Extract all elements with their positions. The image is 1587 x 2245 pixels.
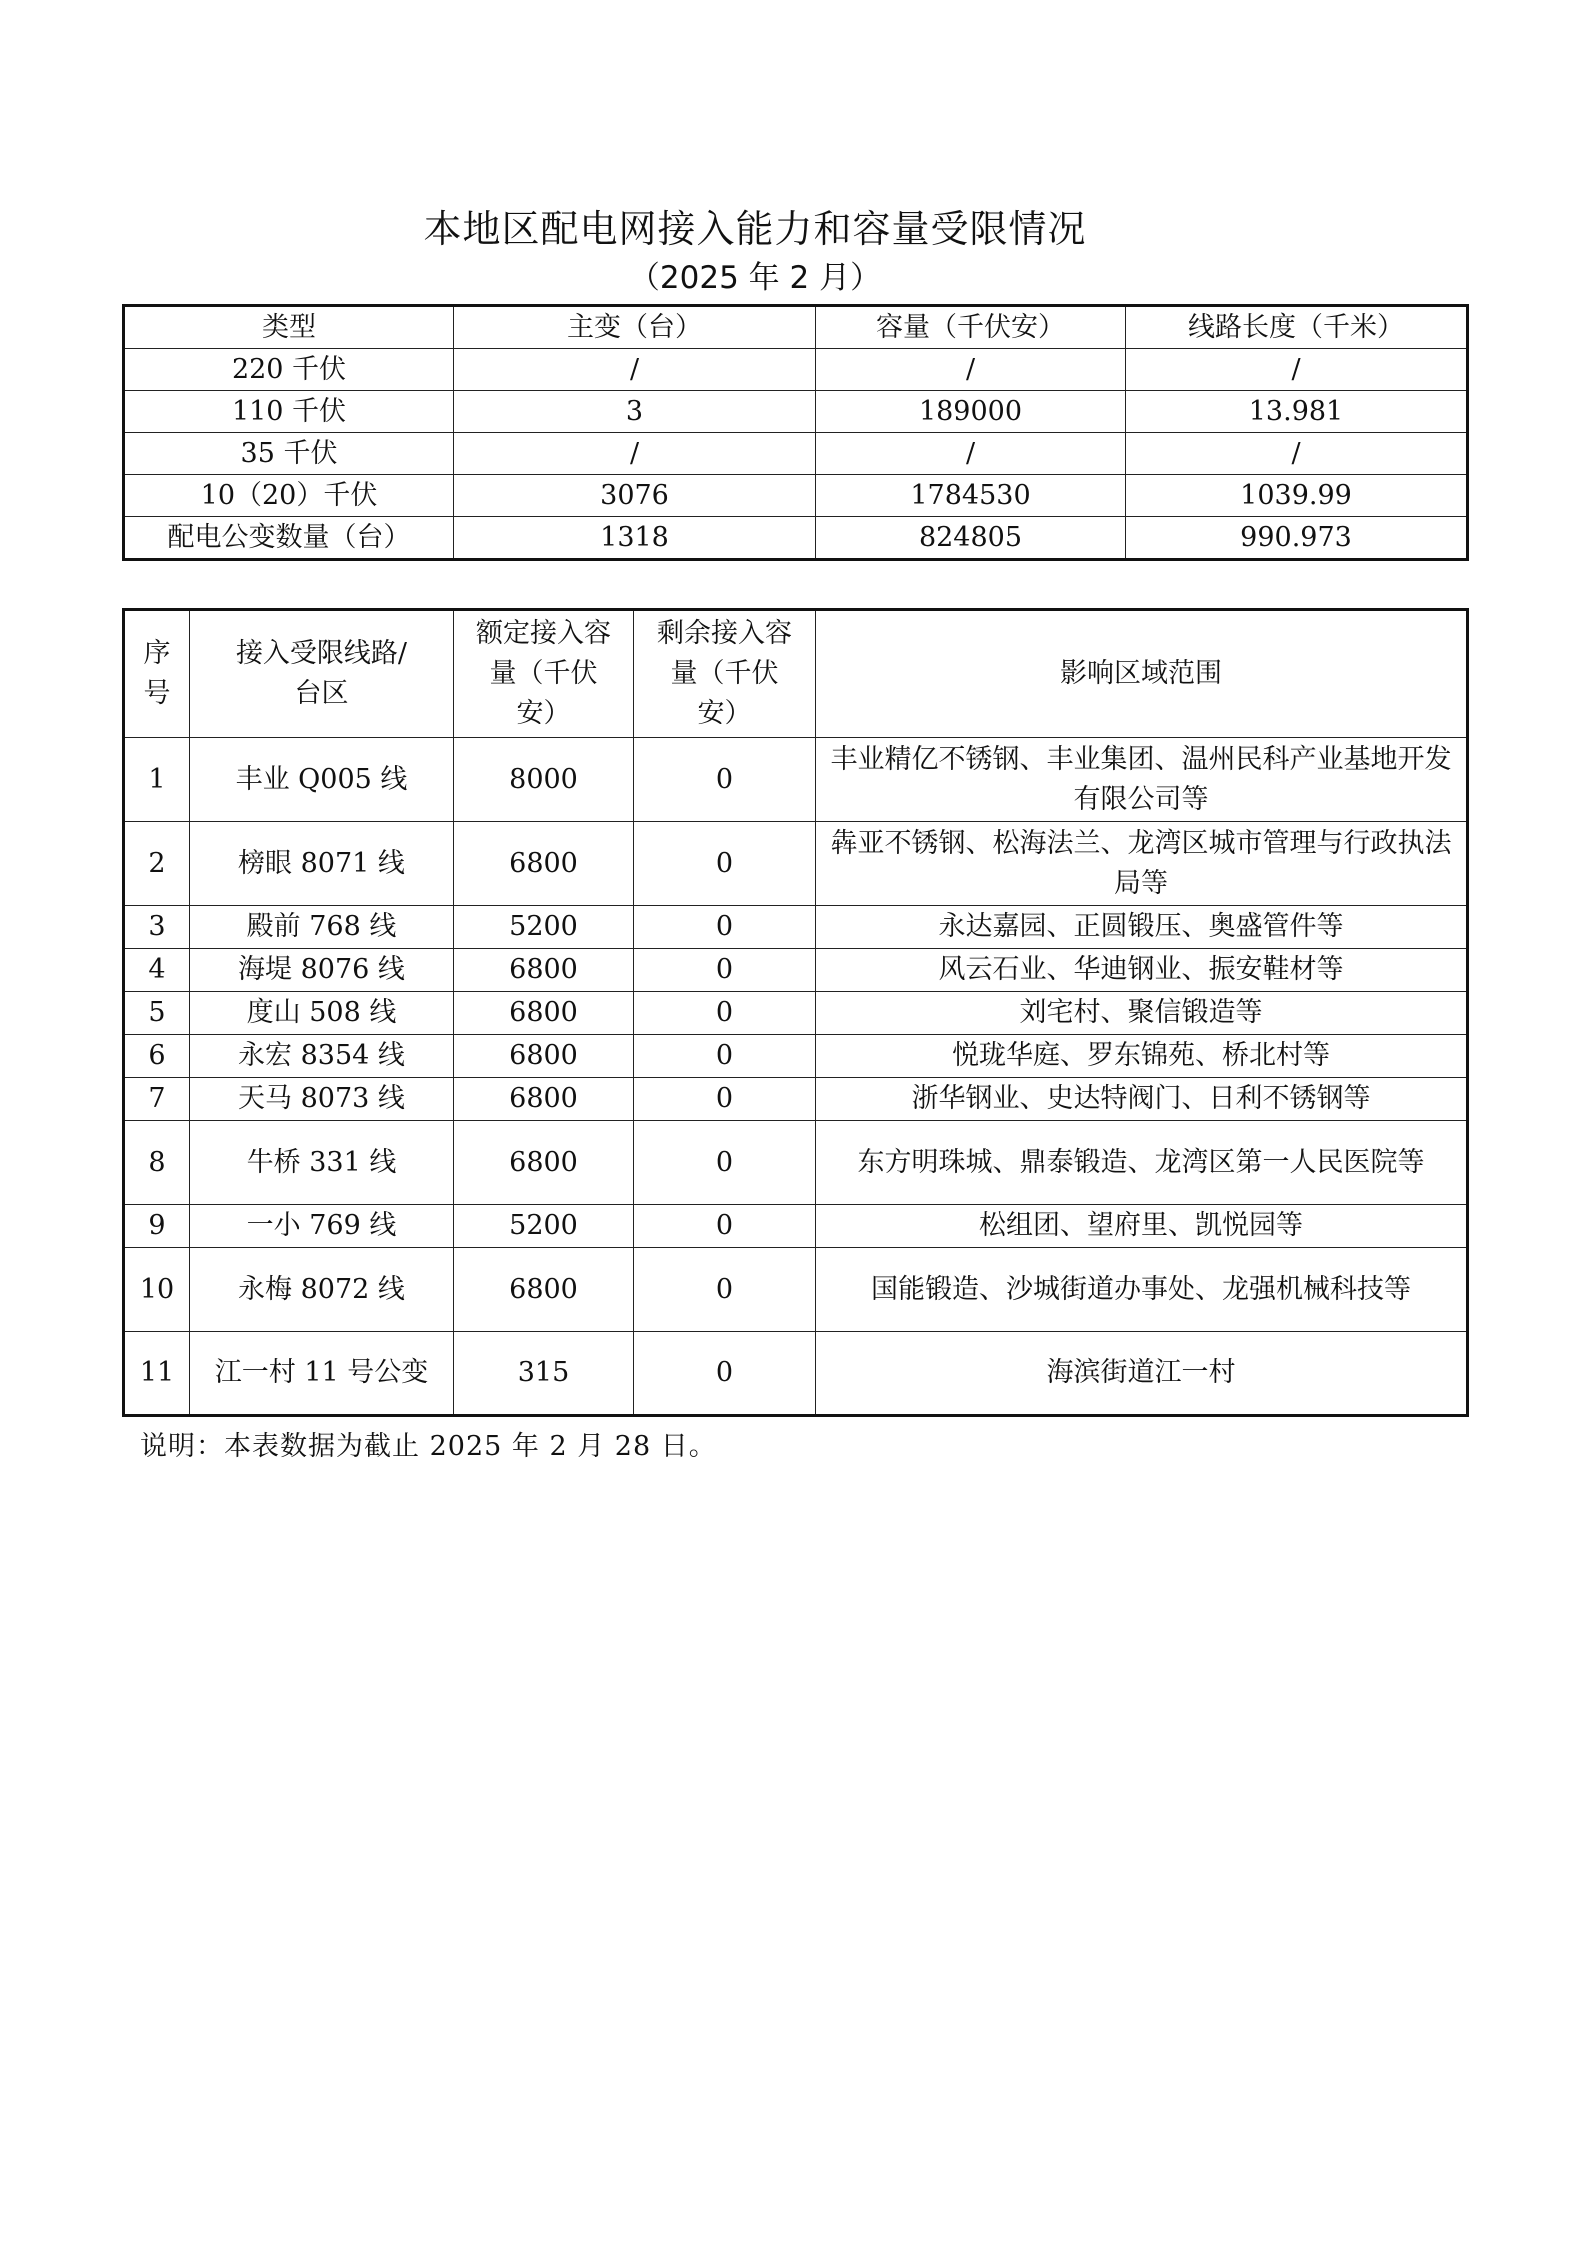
table-cell: 0 xyxy=(634,1248,816,1332)
table-cell: 110 千伏 xyxy=(124,391,454,433)
table-cell: 6800 xyxy=(454,822,634,906)
table-cell: 刘宅村、聚信锻造等 xyxy=(816,992,1468,1035)
table-header-row xyxy=(124,306,1468,349)
table-cell: 8000 xyxy=(454,738,634,822)
table-row xyxy=(124,349,1468,391)
table-cell: 13.981 xyxy=(1126,391,1468,433)
table-cell: 35 千伏 xyxy=(124,433,454,475)
table-cell: 3076 xyxy=(454,475,816,517)
header-cell: 序号 xyxy=(124,610,190,738)
table-row xyxy=(124,1332,1468,1416)
table-cell: 度山 508 线 xyxy=(190,992,454,1035)
table-cell: / xyxy=(454,349,816,391)
table-row xyxy=(124,906,1468,949)
table-cell: 11 xyxy=(124,1332,190,1416)
limited-lines-table xyxy=(122,608,1469,1417)
header-cell: 容量（千伏安） xyxy=(816,306,1126,349)
table-cell: 10（20）千伏 xyxy=(124,475,454,517)
table-cell: 7 xyxy=(124,1078,190,1121)
table-cell: 国能锻造、沙城街道办事处、龙强机械科技等 xyxy=(816,1248,1468,1332)
page-title: 本地区配电网接入能力和容量受限情况 xyxy=(423,207,1087,251)
table-note: 说明：本表数据为截止 2025 年 2 月 28 日。 xyxy=(140,1431,717,1462)
header-cell: 类型 xyxy=(124,306,454,349)
table-cell: 江一村 11 号公变 xyxy=(190,1332,454,1416)
table-row xyxy=(124,391,1468,433)
table-cell: 丰业 Q005 线 xyxy=(190,738,454,822)
table-cell: 1318 xyxy=(454,517,816,560)
table-row xyxy=(124,822,1468,906)
table-cell: 风云石业、华迪钢业、振安鞋材等 xyxy=(816,949,1468,992)
table-cell: 4 xyxy=(124,949,190,992)
table-cell: 永宏 8354 线 xyxy=(190,1035,454,1078)
table-row xyxy=(124,433,1468,475)
table-cell: 永达嘉园、正圆锻压、奥盛管件等 xyxy=(816,906,1468,949)
table-row xyxy=(124,1121,1468,1205)
table-cell: 0 xyxy=(634,1332,816,1416)
table-cell: 悦珑华庭、罗东锦苑、桥北村等 xyxy=(816,1035,1468,1078)
table-cell: 丰业精亿不锈钢、丰业集团、温州民科产业基地开发有限公司等 xyxy=(816,738,1468,822)
table-cell: 10 xyxy=(124,1248,190,1332)
table-row xyxy=(124,517,1468,560)
page-subtitle: （2025 年 2 月） xyxy=(628,260,882,296)
table-cell: 6800 xyxy=(454,992,634,1035)
table-cell: 0 xyxy=(634,1205,816,1248)
header-cell: 剩余接入容量（千伏安） xyxy=(634,610,816,738)
table-cell: 8 xyxy=(124,1121,190,1205)
table-cell: / xyxy=(816,433,1126,475)
table-row xyxy=(124,1078,1468,1121)
table-cell: / xyxy=(816,349,1126,391)
table-cell: 永梅 8072 线 xyxy=(190,1248,454,1332)
table-cell: 5200 xyxy=(454,1205,634,1248)
table-cell: 189000 xyxy=(816,391,1126,433)
table-cell: 990.973 xyxy=(1126,517,1468,560)
table-header-row xyxy=(124,610,1468,738)
table-cell: 东方明珠城、鼎泰锻造、龙湾区第一人民医院等 xyxy=(816,1121,1468,1205)
table-cell: 海滨街道江一村 xyxy=(816,1332,1468,1416)
table-cell: 220 千伏 xyxy=(124,349,454,391)
table-row xyxy=(124,949,1468,992)
table-cell: 5200 xyxy=(454,906,634,949)
table-cell: 海堤 8076 线 xyxy=(190,949,454,992)
table-cell: 0 xyxy=(634,949,816,992)
table-cell: 浙华钢业、史达特阀门、日利不锈钢等 xyxy=(816,1078,1468,1121)
table-cell: 0 xyxy=(634,822,816,906)
table-cell: / xyxy=(1126,349,1468,391)
table-cell: 315 xyxy=(454,1332,634,1416)
table-cell: 1039.99 xyxy=(1126,475,1468,517)
table-row xyxy=(124,1205,1468,1248)
table-cell: 6 xyxy=(124,1035,190,1078)
table-cell: 6800 xyxy=(454,1121,634,1205)
table-cell: 5 xyxy=(124,992,190,1035)
table-cell: 2 xyxy=(124,822,190,906)
table-cell: 一小 769 线 xyxy=(190,1205,454,1248)
capacity-table xyxy=(122,304,1469,561)
table-cell: 1 xyxy=(124,738,190,822)
header-cell: 线路长度（千米） xyxy=(1126,306,1468,349)
table-cell: 松组团、望府里、凯悦园等 xyxy=(816,1205,1468,1248)
table-cell: / xyxy=(454,433,816,475)
table-row xyxy=(124,992,1468,1035)
table-cell: 6800 xyxy=(454,1035,634,1078)
table-cell: 3 xyxy=(454,391,816,433)
table-cell: 824805 xyxy=(816,517,1126,560)
header-cell: 接入受限线路/台区 xyxy=(190,610,454,738)
table-cell: 牛桥 331 线 xyxy=(190,1121,454,1205)
table-cell: 0 xyxy=(634,906,816,949)
table-cell: 1784530 xyxy=(816,475,1126,517)
table-cell: 9 xyxy=(124,1205,190,1248)
header-cell: 主变（台） xyxy=(454,306,816,349)
table-cell: / xyxy=(1126,433,1468,475)
table-cell: 殿前 768 线 xyxy=(190,906,454,949)
table-cell: 0 xyxy=(634,1078,816,1121)
header-cell: 影响区域范围 xyxy=(816,610,1468,738)
table-cell: 0 xyxy=(634,738,816,822)
table-row xyxy=(124,475,1468,517)
table-cell: 犇亚不锈钢、松海法兰、龙湾区城市管理与行政执法局等 xyxy=(816,822,1468,906)
header-cell: 额定接入容量（千伏安） xyxy=(454,610,634,738)
table-cell: 6800 xyxy=(454,1248,634,1332)
table-cell: 配电公变数量（台） xyxy=(124,517,454,560)
table-cell: 6800 xyxy=(454,1078,634,1121)
table-cell: 0 xyxy=(634,1035,816,1078)
table-row xyxy=(124,1035,1468,1078)
table-cell: 0 xyxy=(634,1121,816,1205)
table-row xyxy=(124,738,1468,822)
table-cell: 天马 8073 线 xyxy=(190,1078,454,1121)
table-cell: 0 xyxy=(634,992,816,1035)
table-cell: 榜眼 8071 线 xyxy=(190,822,454,906)
table-cell: 3 xyxy=(124,906,190,949)
table-cell: 6800 xyxy=(454,949,634,992)
table-row xyxy=(124,1248,1468,1332)
